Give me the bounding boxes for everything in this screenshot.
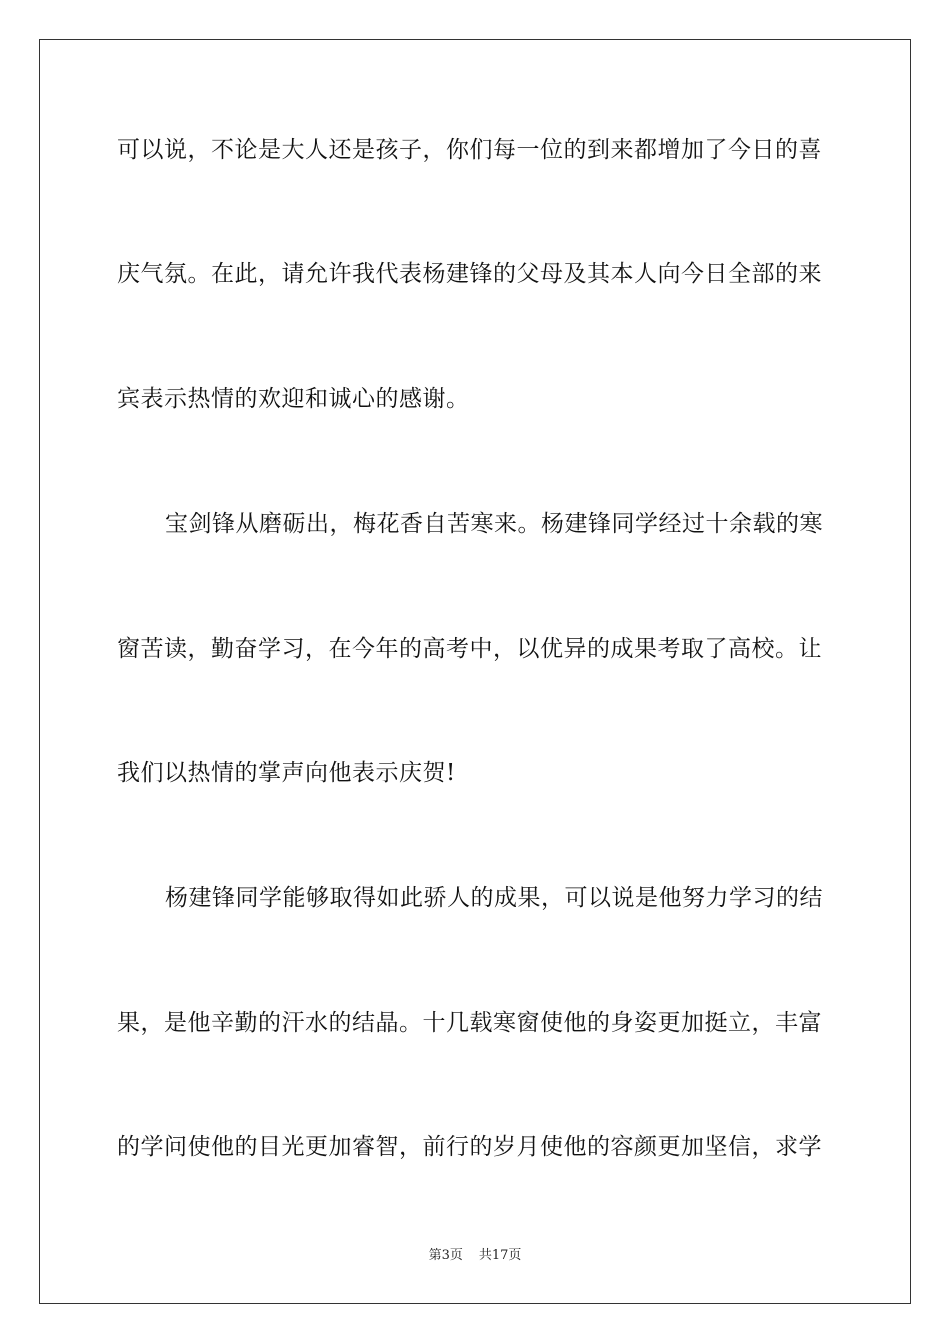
paragraph-line: 果，是他辛勤的汗水的结晶。十几载寒窗使他的身姿更加挺立，丰富 <box>117 1010 822 1036</box>
page-number: 第3页 <box>428 1248 463 1263</box>
page-total: 共17页 <box>478 1248 522 1263</box>
paragraph-line: 可以说，不论是大人还是孩子，你们每一位的到来都增加了今日的喜 <box>117 137 822 163</box>
paragraph-line: 庆气氛。在此，请允许我代表杨建锋的父母及其本人向今日全部的来 <box>117 261 822 287</box>
page-footer <box>0 1247 950 1265</box>
page-frame <box>39 39 911 1304</box>
paragraph-line: 窗苦读，勤奋学习，在今年的高考中，以优异的成果考取了高校。让 <box>117 636 822 662</box>
paragraph-line: 的学问使他的目光更加睿智，前行的岁月使他的容颜更加坚信，求学 <box>117 1134 822 1160</box>
paragraph-line: 宾表示热情的欢迎和诚心的感谢。 <box>117 386 470 412</box>
paragraph-line: 我们以热情的掌声向他表示庆贺! <box>117 760 456 786</box>
paragraph-line: 杨建锋同学能够取得如此骄人的成果，可以说是他努力学习的结 <box>165 885 823 911</box>
paragraph-line: 宝剑锋从磨砺出，梅花香自苦寒来。杨建锋同学经过十余载的寒 <box>165 511 823 537</box>
